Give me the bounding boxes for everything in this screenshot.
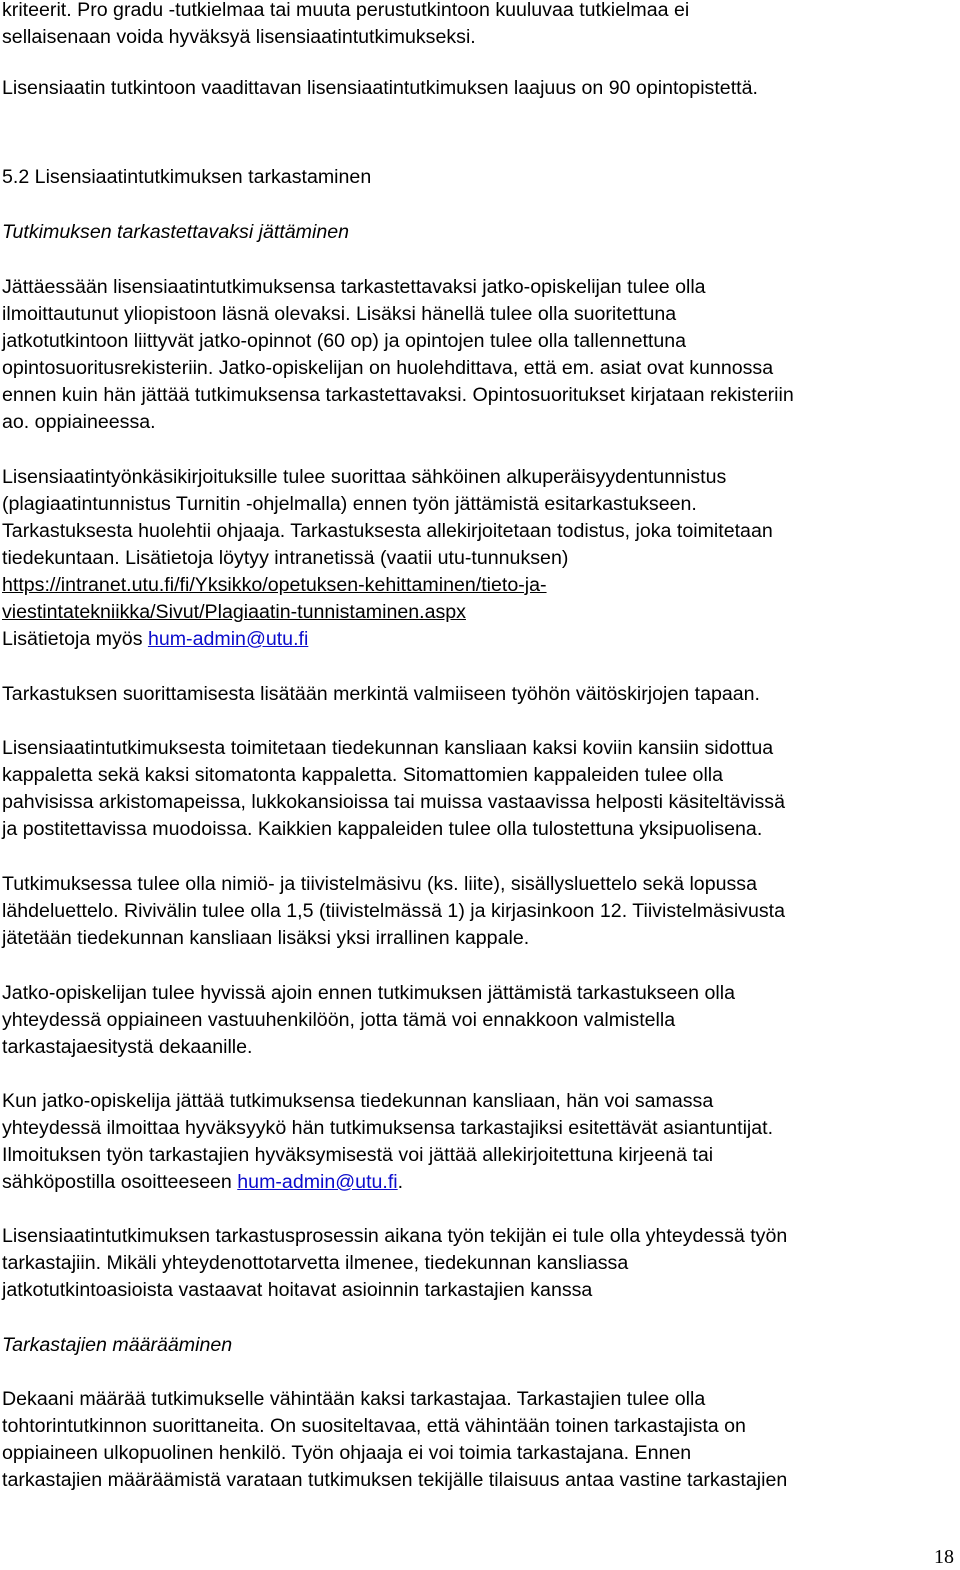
text-line: (plagiaatintunnistus Turnitin -ohjelmalla) ennen työn jättämistä esitarkastukseen. [2,493,697,515]
no-contact-paragraph [2,1223,787,1304]
text-line: Lisensiaatintutkimuksesta toimitetaan tiedekunnan kansliaan kaksi koviin kansiin sidottua [2,737,774,759]
text-line: jatkotutkintoasioista vastaavat hoitavat asioinnin tarkastajien kanssa [2,1279,593,1301]
text-line: ilmoittautunut yliopistoon läsnä olevaksi. Lisäksi hänellä tulee olla suoritettuna [2,303,677,325]
contact-paragraph [2,980,735,1061]
text-line: opintosuoritusrekisteriin. Jatko-opiskelijan on huolehdittava, että em. asiat ovat kunnossa [2,357,774,379]
email-link[interactable]: hum-admin@utu.fi [147,628,309,650]
text-line: tiedekuntaan. Lisätietoja löytyy intranetissä (vaatii utu-tunnuksen) [2,547,569,569]
text-line: oppiaineen ulkopuolinen henkilö. Työn ohjaaja ei voi toimia tarkastajana. Ennen [2,1442,692,1464]
text-line: kappaletta sekä kaksi sitomatonta kappaletta. Sitomattomien kappaleiden tulee olla [2,764,724,786]
text-line: Lisensiaatintutkimuksen tarkastusprosessin aikana työn tekijän ei tule olla yhteydessä työn [2,1225,788,1247]
text-line: Kun jatko-opiskelija jättää tutkimuksensa tiedekunnan kansliaan, hän voi samassa [2,1090,714,1112]
text-line: tarkastajien määräämistä varataan tutkimuksen tekijälle tilaisuus antaa vastine tarkastajien [2,1469,788,1491]
layout-paragraph [2,871,785,952]
text-line: Jatko-opiskelijan tulee hyvissä ajoin ennen tutkimuksen jättämistä tarkastukseen olla [2,982,735,1004]
text-line: tarkastajaesitystä dekaanille. [2,1036,253,1058]
subheading-appointment: Tarkastajien määrääminen [2,1334,233,1356]
submission-paragraph [2,274,794,436]
intro-paragraph [2,0,689,51]
text-line: Tutkimuksessa tulee olla nimiö- ja tiivistelmäsivu (ks. liite), sisällysluettelo sekä lopussa [2,873,757,895]
text-line: tarkastajiin. Mikäli yhteydenottotarvetta ilmenee, tiedekunnan kansliassa [2,1252,629,1274]
plagiarism-paragraph [2,464,773,653]
text-line: lähdeluettelo. Rivivälin tulee olla 1,5 (tiivistelmässä 1) ja kirjasinkoon 12. Tiivistelmäsivusta [2,900,786,922]
text-line: ja postitettavissa muodoissa. Kaikkien kappaleiden tulee olla tulostettuna yksipuolisena. [2,818,763,840]
email-link[interactable]: hum-admin@utu.fi [237,1171,398,1193]
text-line: sellaisenaan voida hyväksyä lisensiaatintutkimukseksi. [2,26,476,48]
text-line: ennen kuin hän jättää tutkimuksensa tarkastettavaksi. Opintosuoritukset kirjataan rekisteriin [2,384,794,406]
text-line: ao. oppiaineessa. [2,411,156,433]
copies-paragraph [2,735,785,843]
subheading-submission: Tutkimuksen tarkastettavaksi jättäminen [2,221,350,243]
appointment-paragraph [2,1386,787,1494]
text-line: tohtorintutkinnon suorittaneita. On suositeltavaa, että vähintään toinen tarkastajista on [2,1415,746,1437]
more-info-label: Lisätietoja myös [2,628,148,650]
text-line: Ilmoituksen työn tarkastajien hyväksymisestä voi jättää allekirjoitettuna kirjeenä tai [2,1144,714,1166]
text-line: Tarkastuksesta huolehtii ohjaaja. Tarkastuksesta allekirjoitetaan todistus, joka toimitetaan [2,520,773,542]
text-line: Lisensiaatin tutkintoon vaadittavan lisensiaatintutkimuksen laajuus on 90 opintopistettä. [2,77,758,99]
text-line: Tarkastuksen suorittamisesta lisätään merkintä valmiiseen työhön väitöskirjojen tapaan. [2,683,760,705]
intranet-link-part2[interactable]: viestintatekniikka/Sivut/Plagiaatin-tunnistaminen.aspx [2,601,466,623]
text-line: Dekaani määrää tutkimukselle vähintään kaksi tarkastajaa. Tarkastajien tulee olla [2,1388,706,1410]
examiners-paragraph: Kun jatko-opiskelija jättää tutkimuksensa tiedekunnan kansliaan, hän voi samassa yhteydessä ilmoittaa hyväksyykö hän tutkimuksensa tarkastajiksi esitettävät asiantuntijat. Ilmoituksen työn tarkastajien hyväksymisestä voi jättää allekirjoitettuna kirjeenä tai sähköpostilla osoitteeseen hum-admin@utu.fi. [2,1090,774,1193]
scope-paragraph [2,75,758,102]
page-number: 18 [934,1546,954,1568]
text-line: jatkotutkintoon liittyvät jatko-opinnot (60 op) ja opintojen tulee olla tallennettuna [2,330,687,352]
text-line: yhteydessä ilmoittaa hyväksyykö hän tutkimuksensa tarkastajiksi esitettävät asiantuntijat. [2,1117,774,1139]
text-line: yhteydessä oppiaineen vastuuhenkilöön, jotta tämä voi ennakkoon valmistella [2,1009,676,1031]
text-line: pahvisissa arkistomapeissa, lukkokansioissa tai muissa vastaavissa helposti käsiteltävissä [2,791,786,813]
intranet-link-part1[interactable]: https://intranet.utu.fi/fi/Yksikko/opetuksen-kehittaminen/tieto-ja- [2,574,547,596]
text-line: sähköpostilla osoitteeseen [2,1171,238,1193]
text-line: Jättäessään lisensiaatintutkimuksensa tarkastettavaksi jatko-opiskelijan tulee olla [2,276,706,298]
text-line: jätetään tiedekunnan kansliaan lisäksi yksi irrallinen kappale. [2,927,530,949]
section-heading: 5.2 Lisensiaatintutkimuksen tarkastaminen [2,166,372,188]
text-line: Lisensiaatintyönkäsikirjoituksille tulee suorittaa sähköinen alkuperäisyydentunnistus [2,466,727,488]
marking-paragraph [2,681,760,708]
text-line: kriteerit. Pro gradu -tutkielmaa tai muuta perustutkintoon kuuluvaa tutkielmaa ei [2,0,690,21]
